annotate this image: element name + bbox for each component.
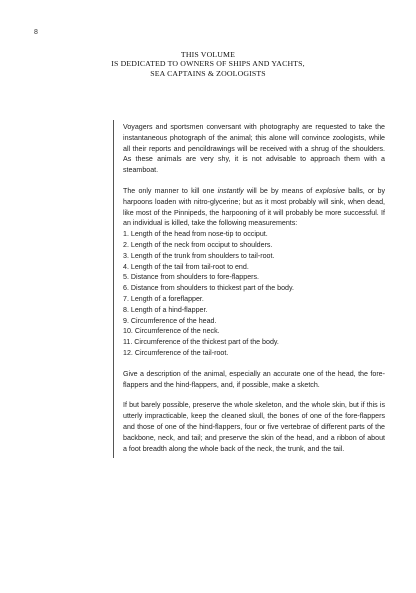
list-item: 6. Distance from shoulders to thickest part of the body. — [123, 284, 294, 293]
dedication-line-1: THIS VOLUME — [180, 50, 236, 59]
kill-emphasis-instantly: instantly — [217, 186, 244, 195]
list-item: 3. Length of the trunk from shoulders to tail-root. — [123, 251, 275, 260]
list-item: 10. Circumference of the neck. — [123, 327, 220, 336]
description-paragraph: Give a description of the animal, especially an accurate one of the head, the fore-flappers and the hind-flappers, and, if possible, make a sketch. — [123, 369, 385, 389]
list-item: 9. Circumference of the head. — [123, 316, 217, 325]
list-item: 4. Length of the tail from tail-root to end. — [123, 262, 249, 271]
kill-emphasis-explosive: explosive — [315, 186, 345, 195]
list-item: 5. Distance from shoulders to fore-flappers. — [123, 273, 260, 282]
kill-text-3: balls, or by harpoons loaden with nitro-glycerine; but as it most probably will sink, when dead, like most of the Pinnipeds, the harpooning of it will probably be more successful. If an individual is killed, take the following measurements: — [123, 186, 385, 228]
page-number: 8 — [34, 29, 38, 36]
measurement-list — [123, 229, 385, 359]
list-item: 12. Circumference of the tail-root. — [123, 348, 229, 357]
list-item: 2. Length of the neck from occiput to shoulders. — [123, 240, 273, 249]
margin-rule — [113, 120, 114, 458]
intro-paragraph: Voyagers and sportsmen conversant with photography are requested to take the instantaneous photograph of the animal; this alone will convince zoologists, while all their reports and pencildrawings will be received with a shrug of the shoulders. As these animals are very shy, it is not advisable to approach them with a steamboat. — [123, 123, 385, 175]
kill-text-1: The only manner to kill one — [123, 186, 218, 195]
list-item: 7. Length of a foreflapper. — [123, 294, 204, 303]
list-item: 1. Length of the head from nose-tip to occiput. — [123, 230, 268, 239]
skeleton-paragraph: If but barely possible, preserve the whole skeleton, and the whole skin, but if this is utterly impracticable, keep the cleaned skull, the bones of one of the fore-flappers and those of one of the hind-flappers, four or five vertebrae of different parts of the backbone, neck, and tail; and preserve the skin of the head, and a ribbon of about a foot breadth along the whole back of the neck, the trunk, and the tail. — [123, 401, 385, 453]
list-item: 8. Length of a hind-flapper. — [123, 305, 208, 314]
kill-paragraph — [123, 186, 385, 229]
dedication-line-2: IS DEDICATED TO OWNERS OF SHIPS AND YACHTS, — [111, 59, 305, 69]
list-item: 11. Circumference of the thickest part of the body. — [123, 338, 279, 347]
dedication-heading — [0, 50, 416, 78]
dedication-line-3: SEA CAPTAINS & ZOOLOGISTS — [150, 68, 266, 78]
kill-text-2: will be by means of — [243, 186, 316, 195]
instructions-body — [123, 122, 385, 454]
